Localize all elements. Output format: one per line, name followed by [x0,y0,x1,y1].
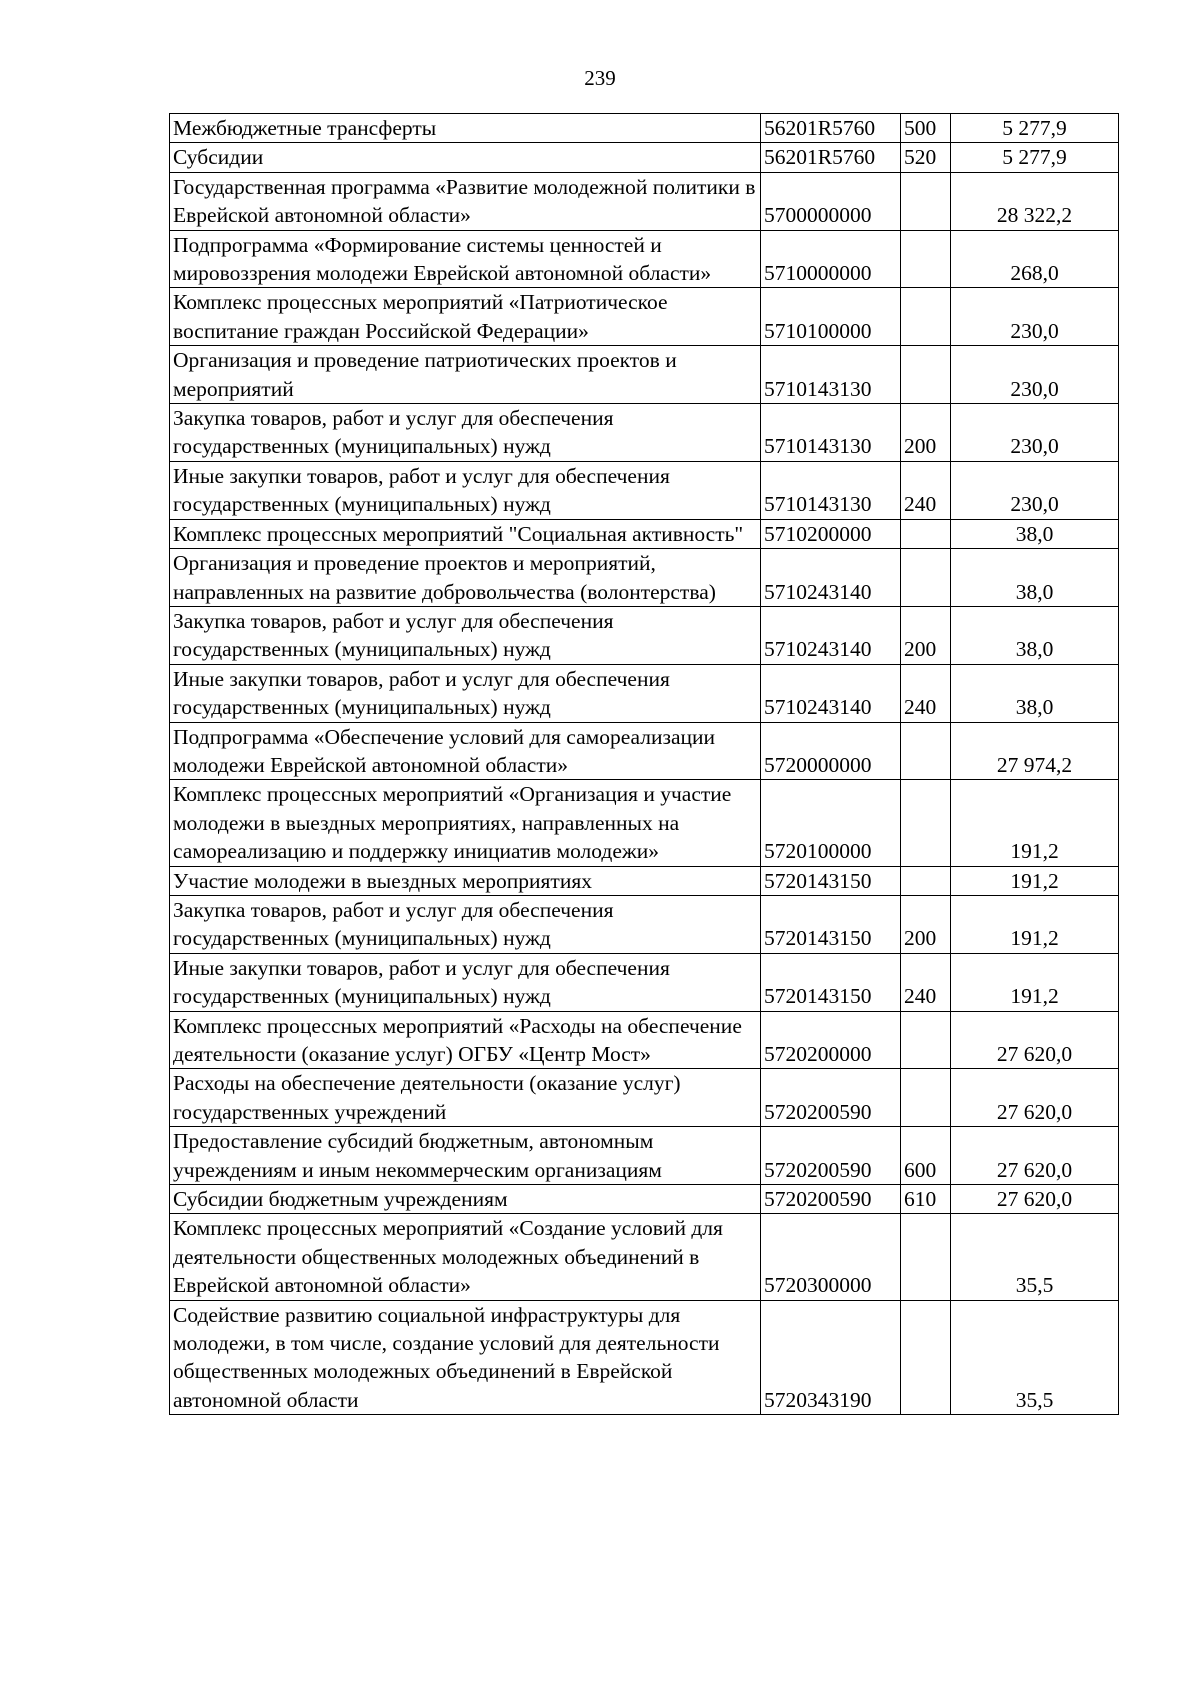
row-amount-cell: 27 620,0 [951,1069,1119,1127]
row-amount-cell: 35,5 [951,1300,1119,1415]
table-row [170,1069,1119,1127]
row-name-cell: Подпрограмма «Обеспечение условий для самореализации молодежи Еврейской автономной области» [170,722,761,780]
row-code-cell: 5710000000 [761,230,901,288]
table-row [170,1127,1119,1185]
row-name-cell: Межбюджетные трансферты [170,114,761,143]
row-vr-cell [901,549,951,607]
row-name-cell: Комплекс процессных мероприятий "Социальная активность" [170,519,761,548]
row-amount-cell: 230,0 [951,461,1119,519]
row-vr-cell: 240 [901,664,951,722]
table-row [170,606,1119,664]
row-code-cell: 5720143150 [761,895,901,953]
row-amount-cell: 38,0 [951,519,1119,548]
row-code-cell: 5710143130 [761,404,901,462]
table-row [170,230,1119,288]
table-row [170,519,1119,548]
row-name-cell: Комплекс процессных мероприятий «Организация и участие молодежи в выездных мероприятиях, направленных на самореализацию и поддержку инициатив молодежи» [170,780,761,866]
row-code-cell: 5720100000 [761,780,901,866]
row-code-cell: 5720143150 [761,953,901,1011]
row-code-cell: 5710243140 [761,549,901,607]
row-amount-cell: 27 974,2 [951,722,1119,780]
row-name-cell: Закупка товаров, работ и услуг для обеспечения государственных (муниципальных) нужд [170,404,761,462]
row-code-cell: 5720300000 [761,1214,901,1300]
table-row [170,549,1119,607]
row-amount-cell: 191,2 [951,866,1119,895]
row-vr-cell [901,288,951,346]
row-vr-cell [901,1069,951,1127]
row-code-cell: 5720143150 [761,866,901,895]
row-amount-cell: 230,0 [951,288,1119,346]
row-vr-cell: 200 [901,404,951,462]
row-name-cell: Участие молодежи в выездных мероприятиях [170,866,761,895]
table-row [170,114,1119,143]
table-row [170,404,1119,462]
row-code-cell: 5720200590 [761,1185,901,1214]
row-name-cell: Комплекс процессных мероприятий «Создание условий для деятельности общественных молодежных объединений в Еврейской автономной области» [170,1214,761,1300]
row-name-cell: Предоставление субсидий бюджетным, автономным учреждениям и иным некоммерческим организациям [170,1127,761,1185]
row-code-cell: 5720200590 [761,1127,901,1185]
table-row [170,664,1119,722]
row-amount-cell: 28 322,2 [951,172,1119,230]
row-name-cell: Подпрограмма «Формирование системы ценностей и мировоззрения молодежи Еврейской автономной области» [170,230,761,288]
row-name-cell: Закупка товаров, работ и услуг для обеспечения государственных (муниципальных) нужд [170,895,761,953]
row-amount-cell: 38,0 [951,549,1119,607]
row-amount-cell: 230,0 [951,404,1119,462]
budget-table [169,113,1119,1415]
table-row [170,288,1119,346]
table-row [170,1185,1119,1214]
row-vr-cell: 610 [901,1185,951,1214]
row-vr-cell [901,780,951,866]
table-row [170,461,1119,519]
row-name-cell: Комплекс процессных мероприятий «Патриотическое воспитание граждан Российской Федерации» [170,288,761,346]
table-row [170,143,1119,172]
row-amount-cell: 27 620,0 [951,1127,1119,1185]
row-name-cell: Субсидии [170,143,761,172]
row-vr-cell [901,519,951,548]
row-vr-cell [901,230,951,288]
row-vr-cell: 520 [901,143,951,172]
row-vr-cell: 240 [901,461,951,519]
row-name-cell: Закупка товаров, работ и услуг для обеспечения государственных (муниципальных) нужд [170,606,761,664]
row-name-cell: Иные закупки товаров, работ и услуг для обеспечения государственных (муниципальных) нужд [170,953,761,1011]
row-vr-cell [901,1011,951,1069]
table-row [170,346,1119,404]
row-amount-cell: 191,2 [951,780,1119,866]
row-code-cell: 5710143130 [761,461,901,519]
table-row [170,895,1119,953]
row-name-cell: Государственная программа «Развитие молодежной политики в Еврейской автономной области» [170,172,761,230]
row-name-cell: Расходы на обеспечение деятельности (оказание услуг) государственных учреждений [170,1069,761,1127]
row-vr-cell [901,866,951,895]
table-row [170,172,1119,230]
row-code-cell: 5720200590 [761,1069,901,1127]
row-code-cell: 56201R5760 [761,114,901,143]
row-code-cell: 5710100000 [761,288,901,346]
row-vr-cell: 500 [901,114,951,143]
row-amount-cell: 27 620,0 [951,1011,1119,1069]
row-name-cell: Иные закупки товаров, работ и услуг для обеспечения государственных (муниципальных) нужд [170,461,761,519]
row-name-cell: Организация и проведение проектов и мероприятий, направленных на развитие добровольчества (волонтерства) [170,549,761,607]
row-amount-cell: 5 277,9 [951,143,1119,172]
row-code-cell: 5700000000 [761,172,901,230]
row-vr-cell [901,1300,951,1415]
row-name-cell: Иные закупки товаров, работ и услуг для обеспечения государственных (муниципальных) нужд [170,664,761,722]
row-amount-cell: 38,0 [951,606,1119,664]
row-name-cell: Комплекс процессных мероприятий «Расходы на обеспечение деятельности (оказание услуг) ОГБУ «Центр Мост» [170,1011,761,1069]
row-vr-cell: 240 [901,953,951,1011]
row-amount-cell: 230,0 [951,346,1119,404]
table-row [170,953,1119,1011]
row-amount-cell: 5 277,9 [951,114,1119,143]
row-vr-cell: 600 [901,1127,951,1185]
row-code-cell: 5710200000 [761,519,901,548]
table-row [170,866,1119,895]
row-vr-cell [901,722,951,780]
row-code-cell: 5720000000 [761,722,901,780]
row-amount-cell: 35,5 [951,1214,1119,1300]
row-code-cell: 5720200000 [761,1011,901,1069]
row-vr-cell: 200 [901,606,951,664]
table-row [170,780,1119,866]
table-row [170,1011,1119,1069]
row-code-cell: 5710243140 [761,664,901,722]
table-row [170,722,1119,780]
row-code-cell: 5710243140 [761,606,901,664]
row-vr-cell [901,346,951,404]
row-amount-cell: 268,0 [951,230,1119,288]
table-row [170,1214,1119,1300]
row-vr-cell: 200 [901,895,951,953]
row-vr-cell [901,1214,951,1300]
budget-table-body [170,114,1119,1415]
row-name-cell: Организация и проведение патриотических проектов и мероприятий [170,346,761,404]
row-amount-cell: 191,2 [951,895,1119,953]
table-row [170,1300,1119,1415]
row-amount-cell: 38,0 [951,664,1119,722]
row-name-cell: Субсидии бюджетным учреждениям [170,1185,761,1214]
row-name-cell: Содействие развитию социальной инфраструктуры для молодежи, в том числе, создание условий для деятельности общественных молодежных объединений в Еврейской автономной области [170,1300,761,1415]
row-amount-cell: 27 620,0 [951,1185,1119,1214]
row-amount-cell: 191,2 [951,953,1119,1011]
row-code-cell: 56201R5760 [761,143,901,172]
row-code-cell: 5710143130 [761,346,901,404]
page-number: 239 [584,66,616,90]
row-vr-cell [901,172,951,230]
row-code-cell: 5720343190 [761,1300,901,1415]
